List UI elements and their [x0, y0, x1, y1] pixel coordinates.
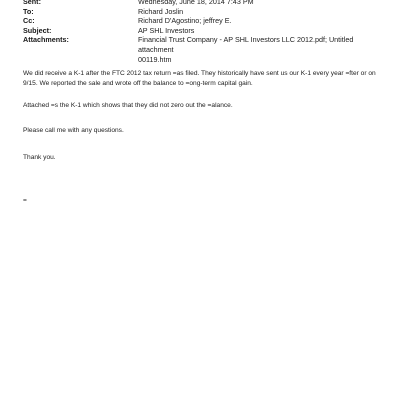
body-paragraph-3: Please call me with any questions. [23, 127, 124, 135]
sent-row [23, 0, 383, 7]
subject-row [23, 26, 383, 36]
to-label: To: [23, 6, 34, 16]
email-header [23, 0, 383, 64]
sent-value: Wednesday, June 18, 2014 7:43 PM [138, 0, 254, 6]
subject-value: AP SHL Investors [138, 25, 195, 35]
cc-value: Richard D'Agostino; jeffrey E. [138, 16, 232, 26]
to-row [23, 7, 383, 17]
to-value: Richard Joslin [138, 6, 184, 16]
attachments-label: Attachments: [23, 35, 69, 45]
sent-label: Sent: [23, 0, 41, 6]
body-paragraph-1-line-2: 9/15. We reported the sale and wrote off the balance to =ong-term capital gain. [23, 79, 253, 87]
body-paragraph-2: Attached =s the K-1 which shows that they did not zero out the =alance. [23, 101, 233, 109]
email-body [23, 69, 383, 206]
cc-label: Cc: [23, 16, 35, 26]
body-paragraph-4: Thank you. [23, 154, 56, 162]
attachments-value-line1: Financial Trust Company - AP SHL Investors LLC 2012.pdf; Untitled attachment [138, 35, 354, 54]
attachments-value-line2: 00119.htm [138, 54, 172, 64]
body-paragraph-5: = [23, 196, 27, 204]
cc-row [23, 16, 383, 26]
subject-label: Subject: [23, 25, 52, 35]
attachments-value [138, 35, 383, 64]
body-paragraph-1-line-1: We did receive a K-1 after the FTC 2012 tax return =as filed. They historically have sent us our K-1 every year =fter or on [23, 70, 376, 77]
attachments-row [23, 35, 383, 64]
body-paragraph-1 [23, 69, 383, 89]
